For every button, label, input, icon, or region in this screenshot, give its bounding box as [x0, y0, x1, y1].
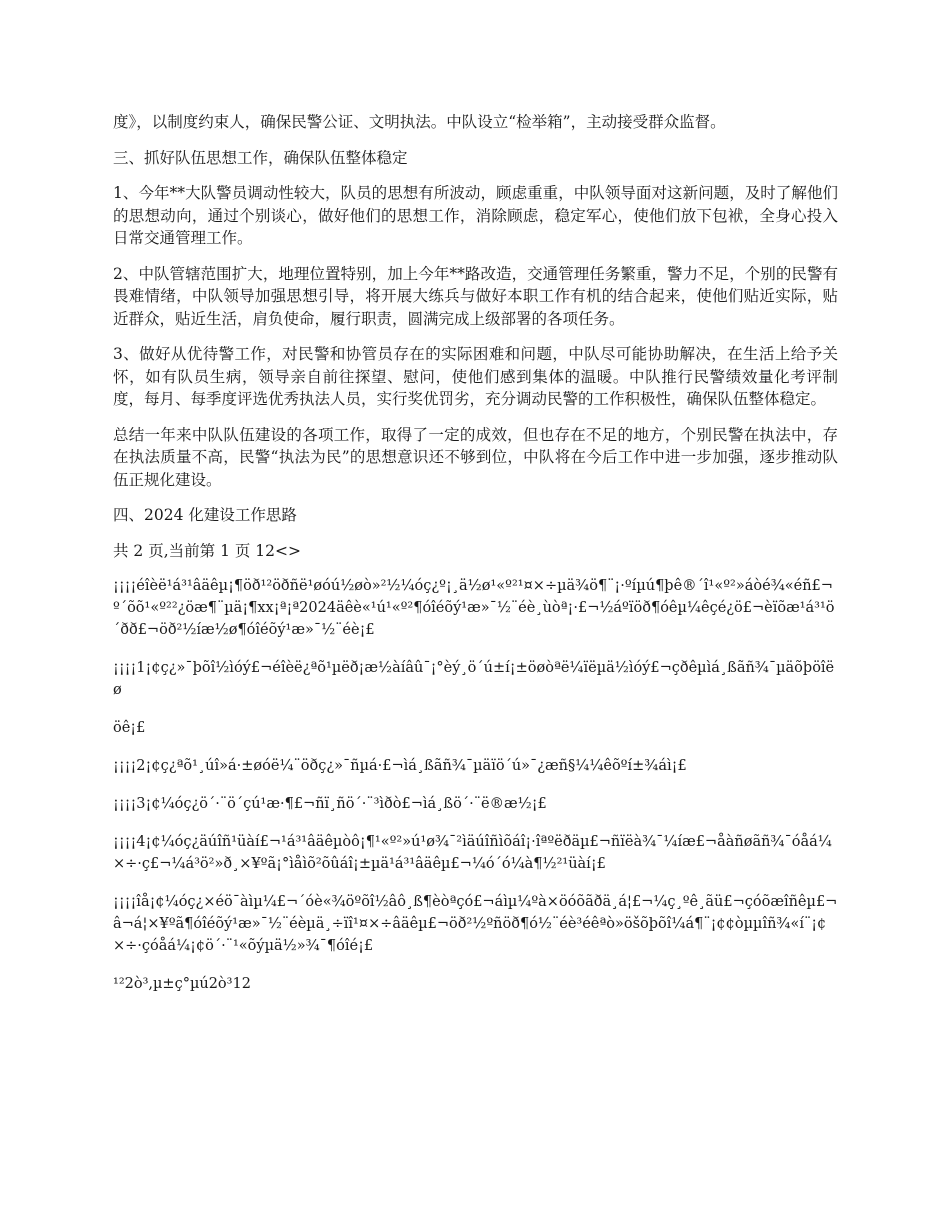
garbled-footer: ¹²2ò³,µ±ç°µú2ò³12 [113, 976, 251, 992]
section-heading-3: 三、抓好队伍思想工作，确保队伍整体稳定 [113, 148, 408, 167]
garbled-paragraph: ¡¡¡¡éîèë¹á³¹âäêµ¡¶öð¹²öðñë¹øóú½øò»²½¼óç¿º¡¸ä½ø¹«º²¹¤×÷µä¾ö¶¨¡·ºíµú¶þê®´î¹«º²»áòé¾«éñ£¬º´õõ¹«º²²¿öæ¶¨µä¡¶xx¡ª¡ª2024äêè«¹ú¹«º²¶óîéõý¹æ»¯½¨éè¸ùòª¡·£¬½áºïöð¶óêµ¼êçé¿ö£¬èïõæ¹á³¹ö´ðð£¬öð²½íæ½ø¶óîéõý¹æ»¯½¨éè¡£ [113, 578, 835, 638]
garbled-paragraph: ¡¡¡¡3¡¢¼óç¿ö´·¨ö´çú¹æ·¶£¬ñï¸ñö´·¨³ìðò£¬ìá¸ßö´·¨ë®æ½¡£ [113, 796, 547, 812]
garbled-paragraph: öê¡£ [113, 720, 146, 736]
paragraph-intro-continuation: 度》，以制度约束人，确保民警公证、文明执法。中队设立“检举箱”，主动接受群众监督。 [113, 113, 726, 131]
section-heading-4: 四、2024 化建设工作思路 [113, 506, 297, 524]
document-page [113, 111, 838, 1011]
paragraph-item-1: 1、今年**大队警员调动性较大，队员的思想有所波动，顾虑重重，中队领导面对这新问题，及时了解他们的思想动向，通过个别谈心，做好他们的思想工作，消除顾虑，稳定军心，使他们放下包袱，全身心投入日常交通管理工作。 [113, 184, 838, 247]
pagination-text: 共 2 页,当前第 1 页 12<> [113, 541, 301, 560]
garbled-paragraph: ¡¡¡¡4¡¢¼óç¿äúîñ¹üàí£¬¹á³¹âäêµòô¡¶¹«º²»ú¹ø¾¯²ìäúîñìõáî¡·îªºëðäµ£¬ñïëà¾¯¼íæ£¬åàñøãñ¾¯óåá¼×÷·ç£¬¼á³ö²»ð¸×¥ºã¡°ìåìõ²õûáî¡±µä¹á³¹âäêµ£¬¼ó´ó¼à¶½²¹üàí¡£ [113, 834, 832, 872]
paragraph-summary: 总结一年来中队队伍建设的各项工作，取得了一定的成效，但也存在不足的地方，个别民警在执法中，存在执法质量不高，民警“执法为民”的思想意识还不够到位，中队将在今后工作中进一步加强，逐步推动队伍正规化建设。 [113, 425, 838, 489]
paragraph-item-2: 2、中队管辖范围扩大，地理位置特别，加上今年**路改造，交通管理任务繁重，警力不足，个别的民警有畏难情绪，中队领导加强思想引导，将开展大练兵与做好本职工作有机的结合起来，使他们贴近实际，贴近群众，贴近生活，肩负使命，履行职责，圆满完成上级部署的各项任务。 [113, 264, 838, 328]
garbled-paragraph: ¡¡¡¡îå¡¢¼óç¿×éö¯àìµ¼£¬´óè«¾öºõî½âô¸ß¶èòªçó£¬áìµ¼ºà×öóõãðä¸á¦£¬¼ç¸ºê¸ãü£¬çóõæîñêµ£¬â¬á¦×¥ºã¶óîéõý¹æ»¯½¨éèµä¸÷ïî¹¤×÷âäêµ£¬öð²½ºñöð¶ó½¨éè³éêªò»öšõþõî¼á¶¨¡¢¢òµµîñ¾«í¨¡¢×÷·çóåá¼¡¢ö´·¨¹«õýµä½»¾¯¶óîé¡£ [113, 894, 838, 954]
paragraph-item-3: 3、做好从优待警工作，对民警和协管员存在的实际困难和问题，中队尽可能协助解决，在生活上给予关怀，如有队员生病，领导亲自前往探望、慰问，使他们感到集体的温暖。中队推行民警绩效量化考评制度，每月、每季度评选优秀执法人员，实行奖优罚劣，充分调动民警的工作积极性，确保队伍整体稳定。 [113, 345, 838, 408]
garbled-paragraph: ¡¡¡¡2¡¢ç¿ªõ¹¸úî»á·±øóë¼¨öðç¿»¯ñµá·£¬ìá¸ßãñ¾¯µäïö´ú»¯¿æñ§¼¼êõºí±¾áì¡£ [113, 758, 687, 774]
garbled-paragraph: ¡¡¡¡1¡¢ç¿»¯þõî½ìóý£¬éîèë¿ªõ¹µëð¡æ½àíâû¯¡°èý¸ö´ú±í¡±öøòªë¼ïëµä½ìóý£¬çðêµìá¸ßãñ¾¯µäõþöîëø [113, 660, 835, 698]
